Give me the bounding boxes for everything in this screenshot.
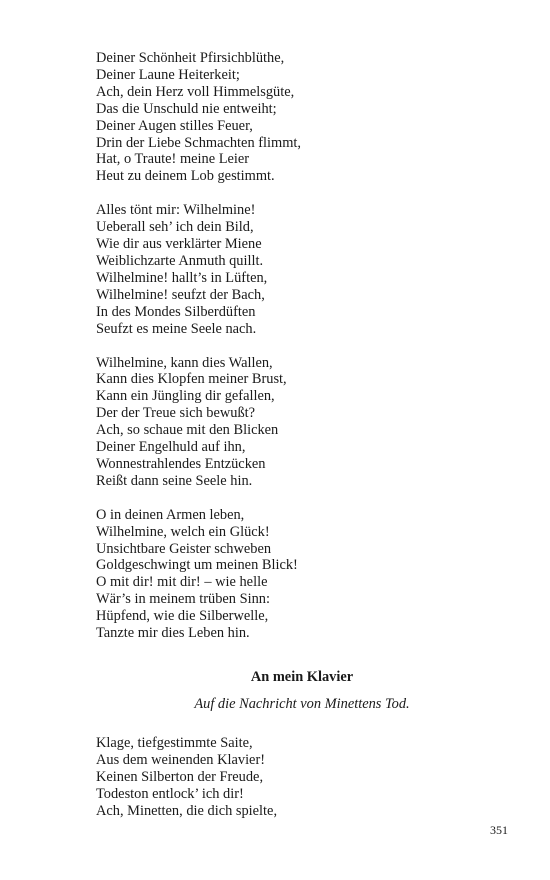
page-body bbox=[96, 50, 456, 837]
verse-line: Alles tönt mir: Wilhelmine! bbox=[96, 202, 256, 219]
stanza-2 bbox=[96, 202, 456, 337]
poem-title: An mein Klavier bbox=[250, 669, 354, 685]
verse-line: Unsichtbare Geister schweben bbox=[96, 540, 272, 557]
verse-line: Ach, Minetten, die dich spielte, bbox=[96, 802, 278, 819]
verse-line: Heut zu deinem Lob gestimmt. bbox=[96, 168, 275, 185]
verse-line: Deiner Engelhuld auf ihn, bbox=[96, 439, 246, 456]
verse-line: Goldgeschwingt um meinen Blick! bbox=[96, 557, 298, 574]
verse-line: Wilhelmine, welch ein Glück! bbox=[96, 523, 270, 540]
page-number: 351 bbox=[490, 823, 508, 837]
verse-line: Wonnestrahlendes Entzücken bbox=[96, 455, 266, 472]
verse-line: Deiner Laune Heiterkeit; bbox=[96, 66, 240, 83]
verse-line: Wär’s in meinem trüben Sinn: bbox=[96, 591, 270, 608]
verse-line: Keinen Silberton der Freude, bbox=[96, 768, 264, 785]
verse-line: Weiblichzarte Anmuth quillt. bbox=[96, 252, 264, 269]
verse-line: Hüpfend, wie die Silberwelle, bbox=[96, 608, 269, 625]
verse-line: Seufzt es meine Seele nach. bbox=[96, 320, 257, 337]
stanza-3 bbox=[96, 355, 456, 490]
verse-line: Aus dem weinenden Klavier! bbox=[96, 751, 266, 768]
stanza-5 bbox=[96, 735, 456, 820]
verse-line: Klage, tiefgestimmte Saite, bbox=[96, 735, 253, 751]
verse-line: Tanzte mir dies Leben hin. bbox=[96, 625, 250, 642]
poem-subtitle: Auf die Nachricht von Minettens Tod. bbox=[194, 696, 410, 712]
verse-line: Der der Treue sich bewußt? bbox=[96, 405, 256, 422]
stanza-1 bbox=[96, 50, 456, 185]
verse-line: Reißt dann seine Seele hin. bbox=[96, 472, 253, 489]
stanza-4 bbox=[96, 507, 456, 642]
verse-line: Kann dies Klopfen meiner Brust, bbox=[96, 371, 287, 388]
verse-line: Wilhelmine! seufzt der Bach, bbox=[96, 286, 265, 303]
verse-line: O in deinen Armen leben, bbox=[96, 506, 245, 523]
verse-line: Ueberall seh’ ich dein Bild, bbox=[96, 219, 254, 236]
verse-line: Wilhelmine! hallt’s in Lüften, bbox=[96, 269, 268, 286]
verse-line: In des Mondes Silberdüften bbox=[96, 303, 256, 320]
verse-line: Drin der Liebe Schmachten flimmt, bbox=[96, 134, 302, 151]
verse-line: O mit dir! mit dir! – wie helle bbox=[96, 574, 268, 591]
verse-line: Das die Unschuld nie entweiht; bbox=[96, 100, 277, 117]
verse-line: Todeston entlock’ ich dir! bbox=[96, 785, 244, 802]
verse-line: Wie dir aus verklärter Miene bbox=[96, 236, 262, 253]
verse-line: Kann ein Jüngling dir gefallen, bbox=[96, 388, 275, 405]
verse-line: Ach, dein Herz voll Himmelsgüte, bbox=[96, 83, 295, 100]
verse-line: Deiner Augen stilles Feuer, bbox=[96, 117, 253, 134]
verse-line: Wilhelmine, kann dies Wallen, bbox=[96, 354, 273, 371]
verse-line: Deiner Schönheit Pfirsichblüthe, bbox=[96, 50, 285, 66]
poem-heading bbox=[96, 668, 436, 713]
verse-line: Ach, so schaue mit den Blicken bbox=[96, 422, 279, 439]
verse-line: Hat, o Traute! meine Leier bbox=[96, 151, 250, 168]
